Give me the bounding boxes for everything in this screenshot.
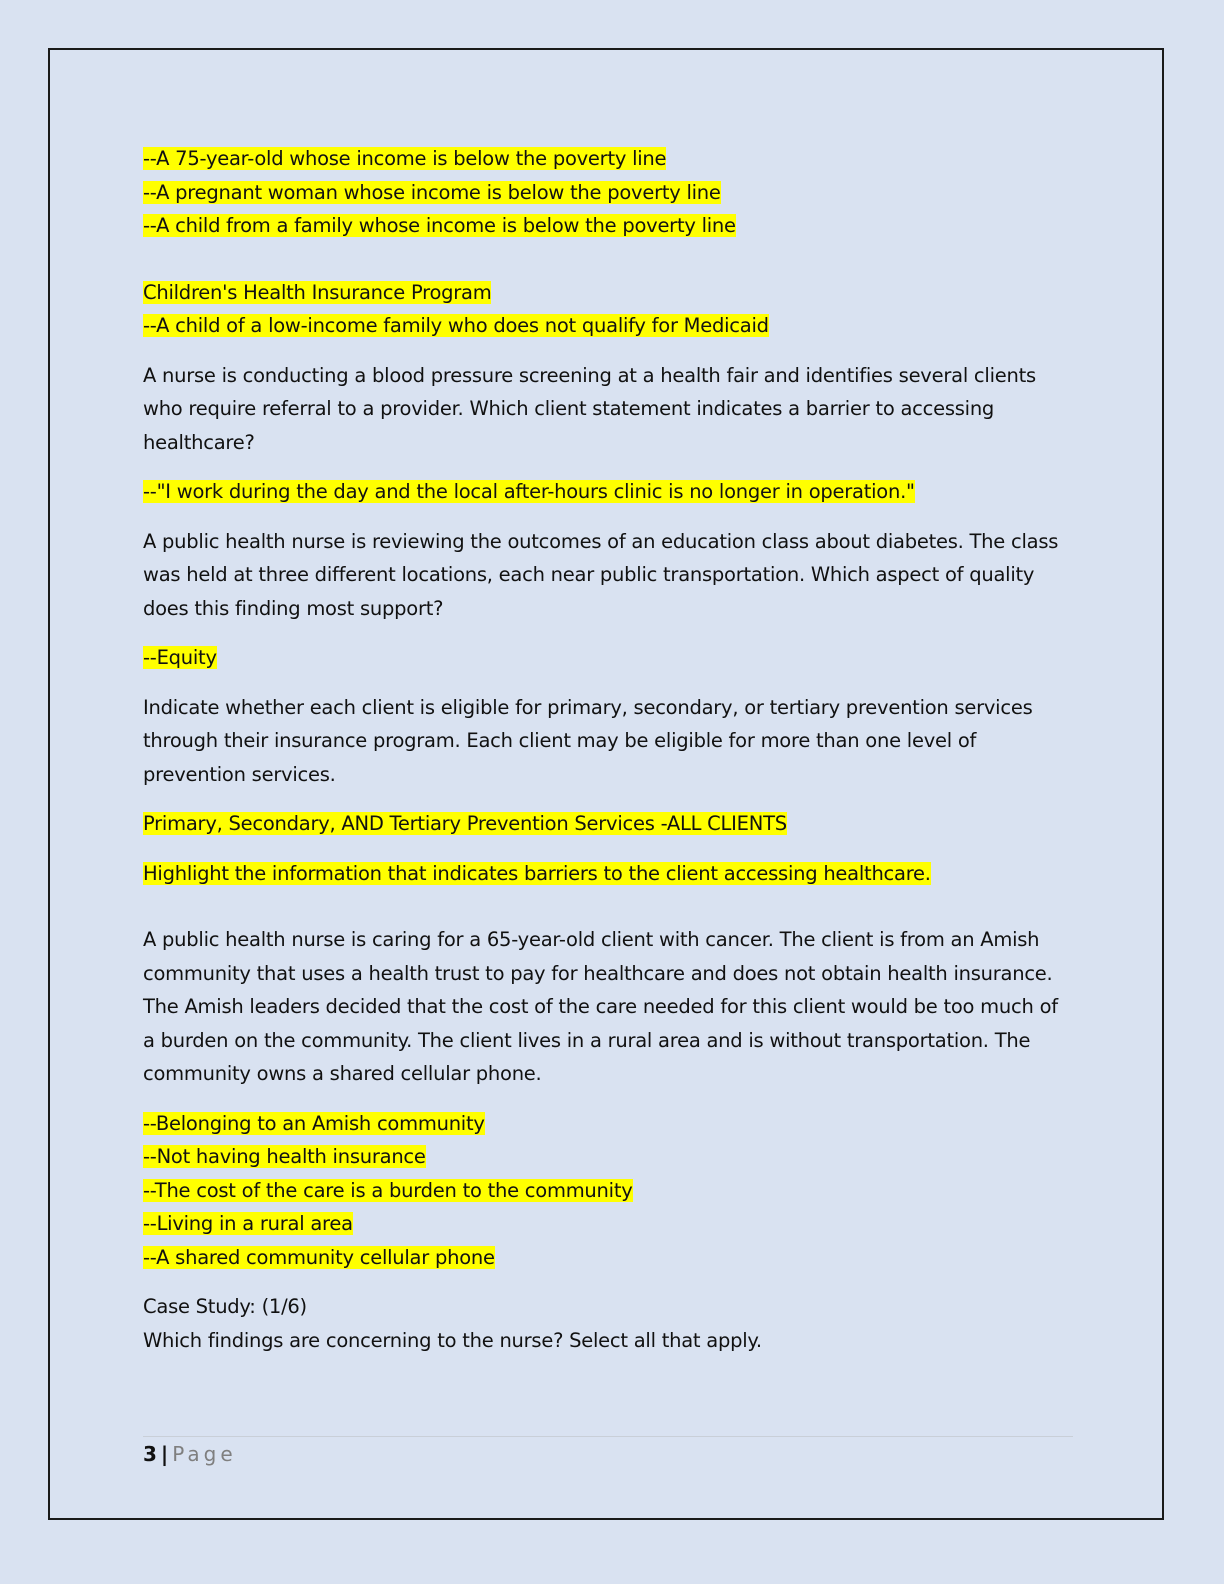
- answer-4-list: [143, 1107, 1083, 1275]
- eligibility-item: --A 75-year-old whose income is below the poverty line: [143, 147, 667, 170]
- answer-text: --"I work during the day and the local after-hours clinic is no longer in operation.": [143, 480, 915, 503]
- footer-divider: [143, 1436, 1073, 1437]
- answer-1: [143, 475, 1083, 509]
- answer-text: --Equity: [143, 646, 217, 669]
- eligibility-item: --A pregnant woman whose income is below the poverty line: [143, 180, 721, 204]
- case-study-question: Which findings are concerning to the nurse? Select all that apply.: [143, 1328, 762, 1352]
- chip-item: --A child of a low-income family who does not qualify for Medicaid: [143, 314, 769, 337]
- question-1: [143, 359, 1083, 460]
- question-line: was held at three different locations, each near public transportation. Which aspect of quality: [143, 563, 1035, 586]
- question-2: [143, 525, 1083, 626]
- question-line: who require referral to a provider. Which client statement indicates a barrier to accessing: [143, 397, 995, 420]
- page-footer: [143, 1438, 237, 1470]
- question-line: community owns a shared cellular phone.: [143, 1062, 542, 1085]
- case-study: [143, 1290, 1083, 1357]
- question-line: through their insurance program. Each client may be eligible for more than one level of: [143, 729, 977, 752]
- question-line: A public health nurse is caring for a 65-year-old client with cancer. The client is from an Amish: [143, 928, 1040, 951]
- question-line: The Amish leaders decided that the cost of the care needed for this client would be too much of: [143, 995, 1058, 1018]
- question-3: [143, 691, 1083, 792]
- answer-3: [143, 807, 1083, 841]
- prompt-text: Highlight the information that indicates barriers to the client accessing healthcare.: [143, 861, 931, 885]
- chip-heading: Children's Health Insurance Program: [143, 280, 492, 304]
- question-line: A nurse is conducting a blood pressure screening at a health fair and identifies several clients: [143, 363, 1036, 387]
- answer-item: --Not having health insurance: [143, 1145, 426, 1168]
- question-line: Indicate whether each client is eligible for primary, secondary, or tertiary prevention services: [143, 695, 1033, 719]
- eligibility-list: [143, 142, 1083, 243]
- eligibility-item: --A child from a family whose income is below the poverty line: [143, 214, 736, 237]
- question-4-prompt: [143, 857, 1083, 891]
- chip-block: [143, 276, 1083, 343]
- answer-2: [143, 641, 1083, 675]
- page-number: 3: [143, 1442, 157, 1466]
- question-line: prevention services.: [143, 762, 336, 786]
- answer-text: Primary, Secondary, AND Tertiary Prevention Services -ALL CLIENTS: [143, 812, 787, 835]
- document-body: [143, 142, 1083, 1373]
- question-line: healthcare?: [143, 430, 255, 454]
- answer-item: --Living in a rural area: [143, 1212, 353, 1235]
- footer-separator: |: [160, 1442, 169, 1466]
- question-line: a burden on the community. The client lives in a rural area and is without transportation. The: [143, 1028, 1031, 1052]
- blank-line: [143, 243, 1083, 276]
- blank-line: [143, 890, 1083, 923]
- question-line: community that uses a health trust to pay for healthcare and does not obtain health insurance.: [143, 961, 1053, 985]
- question-line: A public health nurse is reviewing the outcomes of an education class about diabetes. The class: [143, 529, 1059, 553]
- answer-item: --Belonging to an Amish community: [143, 1111, 485, 1135]
- answer-item: --The cost of the care is a burden to the community: [143, 1178, 633, 1202]
- answer-item: --A shared community cellular phone: [143, 1245, 495, 1269]
- question-line: does this finding most support?: [143, 596, 444, 620]
- page-word: Page: [172, 1442, 237, 1466]
- case-study-label: Case Study: (1/6): [143, 1295, 307, 1318]
- question-4: [143, 923, 1083, 1091]
